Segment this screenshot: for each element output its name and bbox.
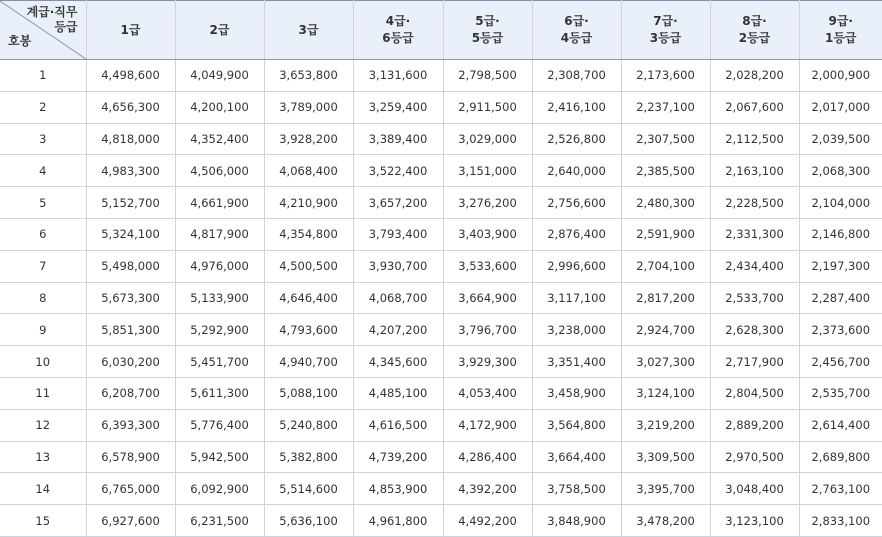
salary-cell: 5,514,600 xyxy=(264,473,353,505)
salary-cell: 3,259,400 xyxy=(353,91,443,123)
column-header xyxy=(799,1,882,60)
salary-cell: 4,818,000 xyxy=(86,123,175,155)
salary-cell: 2,112,500 xyxy=(710,123,799,155)
salary-cell: 4,049,900 xyxy=(175,60,264,92)
salary-cell: 5,851,300 xyxy=(86,314,175,346)
step-cell: 11 xyxy=(0,377,86,409)
salary-cell: 2,756,600 xyxy=(532,187,621,219)
salary-cell: 3,564,800 xyxy=(532,409,621,441)
salary-cell: 5,292,900 xyxy=(175,314,264,346)
table-row xyxy=(0,505,882,537)
salary-cell: 3,478,200 xyxy=(621,505,710,537)
salary-cell: 2,889,200 xyxy=(710,409,799,441)
salary-cell: 4,976,000 xyxy=(175,250,264,282)
step-cell: 4 xyxy=(0,155,86,187)
table-row xyxy=(0,91,882,123)
salary-cell: 3,664,900 xyxy=(443,282,532,314)
salary-cell: 2,173,600 xyxy=(621,60,710,92)
salary-cell: 4,210,900 xyxy=(264,187,353,219)
salary-cell: 5,382,800 xyxy=(264,441,353,473)
column-header-line: 7급· xyxy=(653,14,678,28)
salary-cell: 4,068,700 xyxy=(353,282,443,314)
salary-cell: 2,640,000 xyxy=(532,155,621,187)
salary-cell: 4,661,900 xyxy=(175,187,264,219)
salary-cell: 2,146,800 xyxy=(799,218,882,250)
column-header-line: 3등급 xyxy=(649,31,682,45)
grade-axis-label-line1: 계급·직무 xyxy=(26,5,78,19)
salary-cell: 2,039,500 xyxy=(799,123,882,155)
salary-cell: 3,029,000 xyxy=(443,123,532,155)
salary-cell: 5,088,100 xyxy=(264,377,353,409)
salary-cell: 6,092,900 xyxy=(175,473,264,505)
salary-cell: 2,373,600 xyxy=(799,314,882,346)
salary-cell: 6,765,000 xyxy=(86,473,175,505)
column-header-line: 9급· xyxy=(828,14,853,28)
salary-cell: 3,389,400 xyxy=(353,123,443,155)
salary-cell: 2,385,500 xyxy=(621,155,710,187)
table-row xyxy=(0,346,882,378)
column-header xyxy=(353,1,443,60)
salary-cell: 3,403,900 xyxy=(443,218,532,250)
salary-cell: 3,929,300 xyxy=(443,346,532,378)
salary-cell: 2,067,600 xyxy=(710,91,799,123)
header-row xyxy=(0,1,882,60)
salary-cell: 3,848,900 xyxy=(532,505,621,537)
column-header xyxy=(86,1,175,60)
salary-cell: 2,614,400 xyxy=(799,409,882,441)
salary-cell: 2,798,500 xyxy=(443,60,532,92)
salary-cell: 4,352,400 xyxy=(175,123,264,155)
salary-cell: 2,308,700 xyxy=(532,60,621,92)
salary-cell: 2,817,200 xyxy=(621,282,710,314)
salary-cell: 2,287,400 xyxy=(799,282,882,314)
salary-cell: 5,133,900 xyxy=(175,282,264,314)
salary-cell: 3,796,700 xyxy=(443,314,532,346)
salary-cell: 4,172,900 xyxy=(443,409,532,441)
table-row xyxy=(0,282,882,314)
column-header xyxy=(264,1,353,60)
table-row xyxy=(0,218,882,250)
salary-cell: 2,911,500 xyxy=(443,91,532,123)
salary-cell: 4,656,300 xyxy=(86,91,175,123)
salary-cell: 2,000,900 xyxy=(799,60,882,92)
column-header-line: 6등급 xyxy=(382,31,414,45)
salary-cell: 4,646,400 xyxy=(264,282,353,314)
salary-cell: 4,207,200 xyxy=(353,314,443,346)
salary-cell: 3,048,400 xyxy=(710,473,799,505)
table-row xyxy=(0,314,882,346)
salary-cell: 3,522,400 xyxy=(353,155,443,187)
step-cell: 6 xyxy=(0,218,86,250)
salary-cell: 5,673,300 xyxy=(86,282,175,314)
salary-cell: 3,793,400 xyxy=(353,218,443,250)
step-cell: 1 xyxy=(0,60,86,92)
salary-cell: 2,876,400 xyxy=(532,218,621,250)
salary-cell: 6,030,200 xyxy=(86,346,175,378)
salary-cell: 4,068,400 xyxy=(264,155,353,187)
salary-cell: 2,163,100 xyxy=(710,155,799,187)
salary-cell: 4,961,800 xyxy=(353,505,443,537)
salary-cell: 2,434,400 xyxy=(710,250,799,282)
salary-cell: 2,331,300 xyxy=(710,218,799,250)
salary-cell: 4,498,600 xyxy=(86,60,175,92)
salary-cell: 4,739,200 xyxy=(353,441,443,473)
table-row xyxy=(0,250,882,282)
table-row xyxy=(0,187,882,219)
step-cell: 13 xyxy=(0,441,86,473)
salary-cell: 5,324,100 xyxy=(86,218,175,250)
step-cell: 14 xyxy=(0,473,86,505)
salary-cell: 2,535,700 xyxy=(799,377,882,409)
table-row xyxy=(0,409,882,441)
salary-cell: 3,151,000 xyxy=(443,155,532,187)
salary-cell: 3,131,600 xyxy=(353,60,443,92)
step-cell: 12 xyxy=(0,409,86,441)
salary-cell: 6,393,300 xyxy=(86,409,175,441)
salary-cell: 3,928,200 xyxy=(264,123,353,155)
table-row xyxy=(0,441,882,473)
salary-cell: 6,927,600 xyxy=(86,505,175,537)
salary-cell: 3,238,000 xyxy=(532,314,621,346)
salary-cell: 4,392,200 xyxy=(443,473,532,505)
salary-cell: 2,970,500 xyxy=(710,441,799,473)
salary-cell: 2,017,000 xyxy=(799,91,882,123)
salary-cell: 3,789,000 xyxy=(264,91,353,123)
step-axis-label: 호봉 xyxy=(8,34,32,48)
step-cell: 15 xyxy=(0,505,86,537)
table-row xyxy=(0,155,882,187)
salary-cell: 2,416,100 xyxy=(532,91,621,123)
column-header-line: 5급· xyxy=(475,14,500,28)
salary-cell: 3,657,200 xyxy=(353,187,443,219)
step-cell: 8 xyxy=(0,282,86,314)
table-body xyxy=(0,60,882,537)
salary-cell: 2,068,300 xyxy=(799,155,882,187)
salary-cell: 4,485,100 xyxy=(353,377,443,409)
salary-cell: 2,228,500 xyxy=(710,187,799,219)
salary-cell: 3,117,100 xyxy=(532,282,621,314)
grade-axis-label xyxy=(27,5,78,35)
salary-cell: 2,833,100 xyxy=(799,505,882,537)
salary-cell: 6,208,700 xyxy=(86,377,175,409)
salary-cell: 4,492,200 xyxy=(443,505,532,537)
salary-cell: 2,704,100 xyxy=(621,250,710,282)
salary-cell: 2,924,700 xyxy=(621,314,710,346)
table-row xyxy=(0,473,882,505)
corner-header-cell xyxy=(0,1,86,60)
salary-cell: 4,506,000 xyxy=(175,155,264,187)
table-row xyxy=(0,377,882,409)
column-header xyxy=(175,1,264,60)
salary-cell: 3,653,800 xyxy=(264,60,353,92)
salary-cell: 3,351,400 xyxy=(532,346,621,378)
column-header xyxy=(532,1,621,60)
column-header-line: 2급 xyxy=(209,22,230,37)
salary-cell: 4,817,900 xyxy=(175,218,264,250)
salary-cell: 3,533,600 xyxy=(443,250,532,282)
salary-cell: 5,636,100 xyxy=(264,505,353,537)
salary-cell: 2,197,300 xyxy=(799,250,882,282)
column-header-line: 6급· xyxy=(564,14,589,28)
salary-cell: 4,793,600 xyxy=(264,314,353,346)
salary-cell: 2,480,300 xyxy=(621,187,710,219)
salary-cell: 3,123,100 xyxy=(710,505,799,537)
salary-cell: 4,200,100 xyxy=(175,91,264,123)
column-header-line: 1등급 xyxy=(824,31,857,45)
salary-cell: 3,395,700 xyxy=(621,473,710,505)
salary-cell: 5,611,300 xyxy=(175,377,264,409)
salary-cell: 4,053,400 xyxy=(443,377,532,409)
step-cell: 3 xyxy=(0,123,86,155)
step-cell: 7 xyxy=(0,250,86,282)
salary-cell: 3,124,100 xyxy=(621,377,710,409)
table-row xyxy=(0,60,882,92)
salary-cell: 2,456,700 xyxy=(799,346,882,378)
salary-cell: 5,942,500 xyxy=(175,441,264,473)
step-cell: 10 xyxy=(0,346,86,378)
salary-cell: 5,498,000 xyxy=(86,250,175,282)
salary-cell: 2,591,900 xyxy=(621,218,710,250)
salary-cell: 2,763,100 xyxy=(799,473,882,505)
salary-cell: 4,345,600 xyxy=(353,346,443,378)
column-header-line: 4등급 xyxy=(560,31,593,45)
salary-cell: 4,354,800 xyxy=(264,218,353,250)
salary-cell: 5,451,700 xyxy=(175,346,264,378)
salary-cell: 2,526,800 xyxy=(532,123,621,155)
column-header-line: 8급· xyxy=(742,14,767,28)
salary-cell: 4,286,400 xyxy=(443,441,532,473)
salary-cell: 3,309,500 xyxy=(621,441,710,473)
column-header-line: 2등급 xyxy=(738,31,771,45)
salary-cell: 4,983,300 xyxy=(86,155,175,187)
column-header xyxy=(443,1,532,60)
column-header-line: 4급· xyxy=(385,14,411,28)
salary-cell: 3,664,400 xyxy=(532,441,621,473)
column-header-line: 5등급 xyxy=(471,31,504,45)
salary-cell: 2,628,300 xyxy=(710,314,799,346)
salary-cell: 2,689,800 xyxy=(799,441,882,473)
salary-cell: 2,028,200 xyxy=(710,60,799,92)
salary-cell: 4,853,900 xyxy=(353,473,443,505)
salary-cell: 4,616,500 xyxy=(353,409,443,441)
table-row xyxy=(0,123,882,155)
salary-cell: 5,776,400 xyxy=(175,409,264,441)
column-header xyxy=(621,1,710,60)
salary-cell: 3,458,900 xyxy=(532,377,621,409)
salary-cell: 4,940,700 xyxy=(264,346,353,378)
salary-cell: 2,804,500 xyxy=(710,377,799,409)
salary-cell: 2,307,500 xyxy=(621,123,710,155)
step-cell: 5 xyxy=(0,187,86,219)
salary-cell: 2,237,100 xyxy=(621,91,710,123)
column-header xyxy=(710,1,799,60)
salary-cell: 3,930,700 xyxy=(353,250,443,282)
salary-cell: 2,533,700 xyxy=(710,282,799,314)
salary-cell: 2,996,600 xyxy=(532,250,621,282)
salary-cell: 5,240,800 xyxy=(264,409,353,441)
column-header-line: 3급 xyxy=(298,22,319,37)
salary-cell: 2,717,900 xyxy=(710,346,799,378)
salary-cell: 2,104,000 xyxy=(799,187,882,219)
salary-cell: 5,152,700 xyxy=(86,187,175,219)
salary-cell: 3,758,500 xyxy=(532,473,621,505)
salary-cell: 3,276,200 xyxy=(443,187,532,219)
grade-axis-label-line2: 등급 xyxy=(54,20,78,34)
step-cell: 2 xyxy=(0,91,86,123)
salary-cell: 3,027,300 xyxy=(621,346,710,378)
column-header-line: 1급 xyxy=(120,22,141,37)
step-cell: 9 xyxy=(0,314,86,346)
salary-cell: 4,500,500 xyxy=(264,250,353,282)
salary-cell: 6,231,500 xyxy=(175,505,264,537)
salary-cell: 6,578,900 xyxy=(86,441,175,473)
salary-cell: 3,219,200 xyxy=(621,409,710,441)
